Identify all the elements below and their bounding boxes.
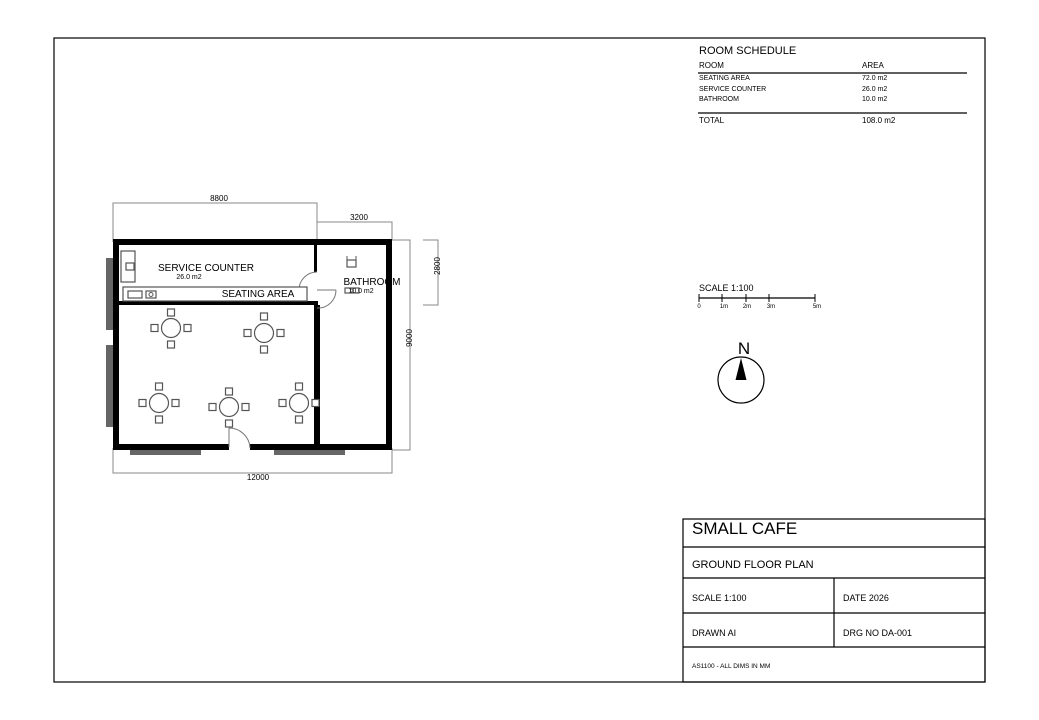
room-label-seating-area: SEATING AREA bbox=[221, 289, 295, 300]
schedule-row-area: 72.0 m2 bbox=[862, 75, 888, 82]
schedule-row-room: BATHROOM bbox=[699, 96, 739, 103]
table-set bbox=[151, 309, 191, 348]
dim-bathroom-width: 3200 bbox=[350, 213, 368, 222]
room-schedule bbox=[698, 45, 967, 125]
scale-bar-title: SCALE 1:100 bbox=[699, 283, 754, 293]
title-block-date: DATE 2026 bbox=[843, 593, 889, 603]
north-arrow-icon bbox=[736, 358, 747, 380]
floor-plan bbox=[106, 194, 442, 482]
dim-right-upper: 2800 bbox=[433, 257, 442, 275]
schedule-total-value: 108.0 m2 bbox=[862, 116, 896, 125]
room-area-bathroom: 10.0 m2 bbox=[348, 288, 374, 295]
scale-bar bbox=[697, 283, 821, 310]
dim-bottom-overall: 12000 bbox=[246, 473, 270, 482]
sheet-border bbox=[54, 38, 985, 682]
table-set bbox=[244, 313, 284, 353]
drawing-title: GROUND FLOOR PLAN bbox=[692, 559, 814, 571]
dim-right-overall: 9000 bbox=[405, 329, 414, 347]
project-title: SMALL CAFE bbox=[692, 519, 798, 538]
dim-top-overall: 8800 bbox=[210, 194, 228, 203]
room-label-service-counter: SERVICE COUNTER bbox=[158, 263, 254, 274]
title-block-drawn: DRAWN AI bbox=[692, 628, 737, 638]
scale-tick-label: 2m bbox=[742, 304, 752, 310]
schedule-row-room: SEATING AREA bbox=[699, 75, 750, 82]
north-label: N bbox=[737, 339, 751, 358]
title-block-drg-no: DRG NO DA-001 bbox=[843, 628, 913, 638]
schedule-header-area: AREA bbox=[862, 61, 884, 70]
title-block bbox=[683, 519, 985, 682]
room-area-service-counter: 26.0 m2 bbox=[176, 274, 202, 281]
room-label-bathroom: BATHROOM bbox=[343, 277, 401, 288]
north-arrow bbox=[718, 339, 764, 403]
table-set bbox=[279, 383, 319, 423]
table-set bbox=[139, 383, 179, 423]
title-block-scale: SCALE 1:100 bbox=[692, 593, 747, 603]
scale-tick-label: 3m bbox=[766, 304, 776, 310]
schedule-header-room: ROOM bbox=[699, 61, 724, 70]
scale-tick-label: 0 bbox=[697, 304, 701, 310]
scale-tick-label: 1m bbox=[719, 304, 729, 310]
schedule-row-room: SERVICE COUNTER bbox=[699, 86, 767, 93]
scale-tick-label: 5m bbox=[812, 304, 822, 310]
schedule-title: ROOM SCHEDULE bbox=[699, 45, 797, 57]
schedule-row-area: 26.0 m2 bbox=[862, 86, 888, 93]
schedule-total-label: TOTAL bbox=[699, 116, 725, 125]
table-set bbox=[209, 388, 249, 427]
title-block-note: AS1100 - ALL DIMS IN MM bbox=[692, 663, 771, 670]
schedule-row-area: 10.0 m2 bbox=[862, 96, 888, 103]
